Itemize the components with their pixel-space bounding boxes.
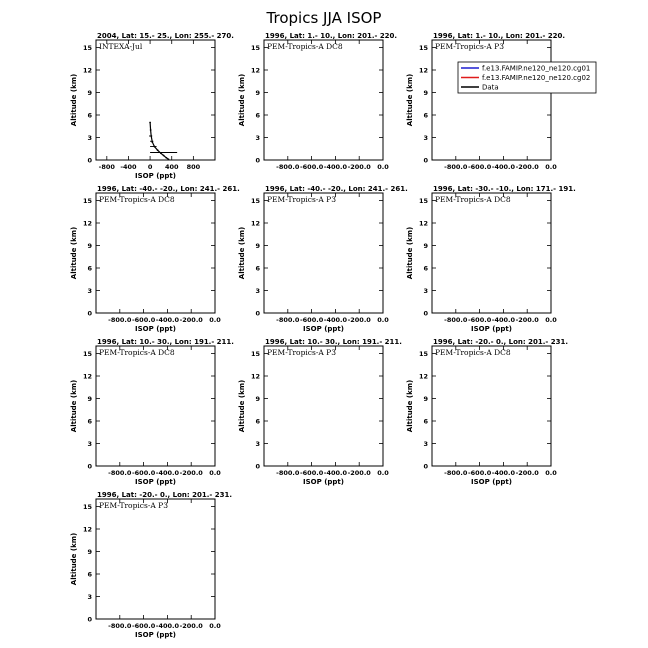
- x-tick-label: -400.0: [491, 469, 516, 477]
- x-tick-label: -200.0: [515, 163, 539, 171]
- panel-annotation: PEM-Tropics-A DC8: [435, 348, 511, 357]
- x-axis-label: ISOP (ppt): [135, 631, 176, 639]
- y-tick-label: 12: [82, 219, 92, 228]
- x-tick-label: -400.0: [323, 469, 348, 477]
- y-tick-label: 6: [87, 417, 92, 426]
- x-tick-label: -600.0: [131, 622, 156, 630]
- y-tick-label: 3: [87, 134, 92, 142]
- x-tick-label: -600.0: [467, 469, 492, 477]
- panel-4: [70, 185, 240, 333]
- plot-frame: [96, 40, 215, 160]
- x-tick-label: -400.0: [323, 163, 348, 171]
- legend: [458, 62, 596, 93]
- data-point: [149, 122, 151, 124]
- panels: [70, 32, 576, 639]
- y-tick-label: 3: [423, 134, 428, 142]
- y-tick-label: 15: [250, 350, 260, 358]
- panel-6: [406, 185, 576, 333]
- y-tick-label: 3: [87, 440, 92, 448]
- y-tick-label: 0: [255, 156, 260, 165]
- x-tick-label: -800.0: [444, 469, 468, 477]
- panel-3: [406, 32, 565, 171]
- y-tick-label: 3: [423, 287, 428, 295]
- y-tick-label: 15: [250, 197, 260, 205]
- y-tick-label: 12: [82, 525, 92, 534]
- x-axis-label: ISOP (ppt): [303, 325, 344, 333]
- plot-frame: [264, 193, 383, 313]
- x-tick-label: -800.0: [444, 316, 468, 324]
- plot-frame: [432, 346, 551, 466]
- panel-annotation: PEM-Tropics-A P3: [267, 195, 336, 204]
- y-tick-label: 15: [82, 503, 92, 511]
- panel-title: 1996, Lat: -30.- -10., Lon: 171.- 191.: [433, 185, 576, 193]
- y-tick-label: 6: [423, 111, 428, 120]
- x-tick-label: -400.0: [491, 163, 516, 171]
- panel-title: 1996, Lat: 1.- 10., Lon: 201.- 220.: [265, 32, 398, 40]
- x-tick-label: -200.0: [179, 316, 203, 324]
- panel-9: [406, 338, 568, 486]
- x-axis-label: ISOP (ppt): [303, 478, 344, 486]
- x-tick-label: -400.0: [323, 316, 348, 324]
- y-tick-label: 9: [255, 395, 260, 403]
- x-axis-label: ISOP (ppt): [135, 172, 176, 180]
- y-axis-label: Altitude (km): [406, 73, 414, 127]
- panel-title: 1996, Lat: -40.- -20., Lon: 241.- 261.: [265, 185, 408, 193]
- x-tick-label: 0.0: [377, 316, 389, 324]
- y-tick-label: 9: [423, 242, 428, 250]
- y-tick-label: 12: [250, 66, 260, 75]
- y-tick-label: 6: [87, 570, 92, 579]
- x-tick-label: -600.0: [299, 469, 324, 477]
- y-tick-label: 0: [87, 462, 92, 471]
- x-tick-label: 0.0: [209, 622, 221, 630]
- x-tick-label: -200.0: [347, 469, 371, 477]
- x-tick-label: -400.0: [155, 316, 180, 324]
- y-tick-label: 0: [423, 156, 428, 165]
- y-tick-label: 3: [87, 287, 92, 295]
- x-tick-label: 0: [147, 163, 153, 171]
- x-tick-label: 0.0: [545, 163, 557, 171]
- y-tick-label: 6: [255, 264, 260, 273]
- x-tick-label: -200.0: [347, 316, 371, 324]
- y-tick-label: 0: [87, 615, 92, 624]
- y-tick-label: 9: [255, 89, 260, 97]
- panel-title: 2004, Lat: 15.- 25., Lon: 255.- 270.: [97, 32, 234, 40]
- y-tick-label: 15: [82, 197, 92, 205]
- y-tick-label: 0: [423, 462, 428, 471]
- y-tick-label: 9: [255, 242, 260, 250]
- y-tick-label: 3: [255, 134, 260, 142]
- x-tick-label: -800: [98, 163, 115, 171]
- panel-title: 1996, Lat: -20.- 0., Lon: 201.- 231.: [433, 338, 568, 346]
- y-tick-label: 9: [423, 89, 428, 97]
- y-tick-label: 15: [250, 44, 260, 52]
- y-tick-label: 12: [250, 372, 260, 381]
- y-tick-label: 12: [418, 372, 428, 381]
- x-tick-label: -800.0: [276, 163, 300, 171]
- panel-annotation: PEM-Tropics-A DC8: [99, 348, 175, 357]
- x-tick-label: 0.0: [209, 316, 221, 324]
- x-tick-label: -400.0: [491, 316, 516, 324]
- panel-title: 1996, Lat: -40.- -20., Lon: 241.- 261.: [97, 185, 240, 193]
- x-tick-label: 0.0: [545, 316, 557, 324]
- x-tick-label: 0.0: [209, 469, 221, 477]
- data-point: [165, 157, 167, 159]
- y-tick-label: 3: [255, 287, 260, 295]
- y-tick-label: 15: [418, 350, 428, 358]
- x-tick-label: -200.0: [515, 316, 539, 324]
- panel-annotation: PEM-Tropics-A DC8: [99, 195, 175, 204]
- panel-5: [238, 185, 408, 333]
- x-axis-label: ISOP (ppt): [135, 325, 176, 333]
- y-tick-label: 3: [423, 440, 428, 448]
- x-tick-label: -200.0: [515, 469, 539, 477]
- y-tick-label: 6: [423, 417, 428, 426]
- panel-title: 1996, Lat: 10.- 30., Lon: 191.- 211.: [97, 338, 234, 346]
- panel-annotation: PEM-Tropics-A DC8: [435, 195, 511, 204]
- y-tick-label: 3: [255, 440, 260, 448]
- y-tick-label: 6: [87, 111, 92, 120]
- legend-label: Data: [482, 83, 499, 92]
- figure-title: Tropics JJA ISOP: [266, 9, 382, 27]
- panel-annotation: PEM-Tropics-A DC8: [267, 42, 343, 51]
- y-tick-label: 15: [82, 350, 92, 358]
- x-tick-label: -400.0: [155, 622, 180, 630]
- x-tick-label: -600.0: [299, 163, 324, 171]
- y-axis-label: Altitude (km): [238, 73, 246, 127]
- y-axis-label: Altitude (km): [70, 532, 78, 586]
- y-axis-label: Altitude (km): [70, 73, 78, 127]
- y-tick-label: 6: [423, 264, 428, 273]
- y-tick-label: 6: [255, 417, 260, 426]
- plot-frame: [432, 193, 551, 313]
- y-tick-label: 9: [87, 548, 92, 556]
- x-tick-label: -200.0: [179, 469, 203, 477]
- panel-annotation: PEM-Tropics-A P3: [99, 501, 168, 510]
- y-tick-label: 6: [255, 111, 260, 120]
- x-tick-label: 400: [164, 163, 179, 171]
- y-axis-label: Altitude (km): [406, 226, 414, 280]
- y-tick-label: 15: [418, 197, 428, 205]
- y-tick-label: 9: [87, 242, 92, 250]
- data-point: [163, 155, 165, 157]
- panel-title: 1996, Lat: 10.- 30., Lon: 191.- 211.: [265, 338, 402, 346]
- y-tick-label: 9: [423, 395, 428, 403]
- y-tick-label: 15: [418, 44, 428, 52]
- x-tick-label: -600.0: [299, 316, 324, 324]
- x-tick-label: -400.0: [155, 469, 180, 477]
- x-tick-label: -600.0: [131, 469, 156, 477]
- plot-frame: [264, 346, 383, 466]
- y-axis-label: Altitude (km): [238, 226, 246, 280]
- y-tick-label: 12: [418, 219, 428, 228]
- y-tick-label: 9: [87, 395, 92, 403]
- y-tick-label: 0: [423, 309, 428, 318]
- x-tick-label: -800.0: [444, 163, 468, 171]
- legend-label: f.e13.FAMIP.ne120_ne120.cg02: [482, 74, 591, 82]
- panel-title: 1996, Lat: -20.- 0., Lon: 201.- 231.: [97, 491, 232, 499]
- panel-2: [238, 32, 397, 171]
- x-tick-label: -800.0: [276, 469, 300, 477]
- x-axis-label: ISOP (ppt): [135, 478, 176, 486]
- panel-1: [70, 32, 234, 180]
- x-tick-label: -600.0: [467, 316, 492, 324]
- y-tick-label: 0: [255, 462, 260, 471]
- x-tick-label: -800.0: [276, 316, 300, 324]
- plot-frame: [96, 499, 215, 619]
- panel-annotation: PEM-Tropics-A P3: [267, 348, 336, 357]
- x-tick-label: 0.0: [545, 469, 557, 477]
- plot-frame: [432, 40, 551, 160]
- x-tick-label: -800.0: [108, 469, 132, 477]
- x-tick-label: -200.0: [179, 622, 203, 630]
- y-tick-label: 6: [87, 264, 92, 273]
- panel-annotation: PEM-Tropics-A P3: [435, 42, 504, 51]
- y-tick-label: 3: [87, 593, 92, 601]
- y-tick-label: 12: [82, 372, 92, 381]
- panel-title: 1996, Lat: 1.- 10., Lon: 201.- 220.: [433, 32, 566, 40]
- y-axis-label: Altitude (km): [70, 226, 78, 280]
- x-tick-label: 0.0: [377, 469, 389, 477]
- x-tick-label: -800.0: [108, 316, 132, 324]
- y-axis-label: Altitude (km): [238, 379, 246, 433]
- panel-7: [70, 338, 234, 486]
- y-tick-label: 0: [87, 156, 92, 165]
- x-tick-label: -600.0: [131, 316, 156, 324]
- x-axis-label: ISOP (ppt): [471, 325, 512, 333]
- x-tick-label: 800: [186, 163, 201, 171]
- x-axis-label: ISOP (ppt): [471, 478, 512, 486]
- y-tick-label: 15: [82, 44, 92, 52]
- x-tick-label: -800.0: [108, 622, 132, 630]
- x-tick-label: -400: [120, 163, 137, 171]
- y-tick-label: 12: [82, 66, 92, 75]
- panel-10: [70, 491, 232, 639]
- plot-frame: [96, 346, 215, 466]
- data-point: [157, 149, 159, 151]
- data-point: [168, 158, 170, 160]
- x-tick-label: 0.0: [377, 163, 389, 171]
- y-tick-label: 12: [418, 66, 428, 75]
- y-tick-label: 0: [255, 309, 260, 318]
- panel-8: [238, 338, 402, 486]
- y-axis-label: Altitude (km): [70, 379, 78, 433]
- y-tick-label: 0: [87, 309, 92, 318]
- y-tick-label: 9: [87, 89, 92, 97]
- y-axis-label: Altitude (km): [406, 379, 414, 433]
- panel-annotation: INTEXA-Jul: [99, 42, 143, 51]
- x-tick-label: -200.0: [347, 163, 371, 171]
- x-tick-label: -600.0: [467, 163, 492, 171]
- y-tick-label: 12: [250, 219, 260, 228]
- data-point: [150, 129, 152, 131]
- plot-frame: [96, 193, 215, 313]
- legend-label: f.e13.FAMIP.ne120_ne120.cg01: [482, 64, 591, 73]
- plot-frame: [264, 40, 383, 160]
